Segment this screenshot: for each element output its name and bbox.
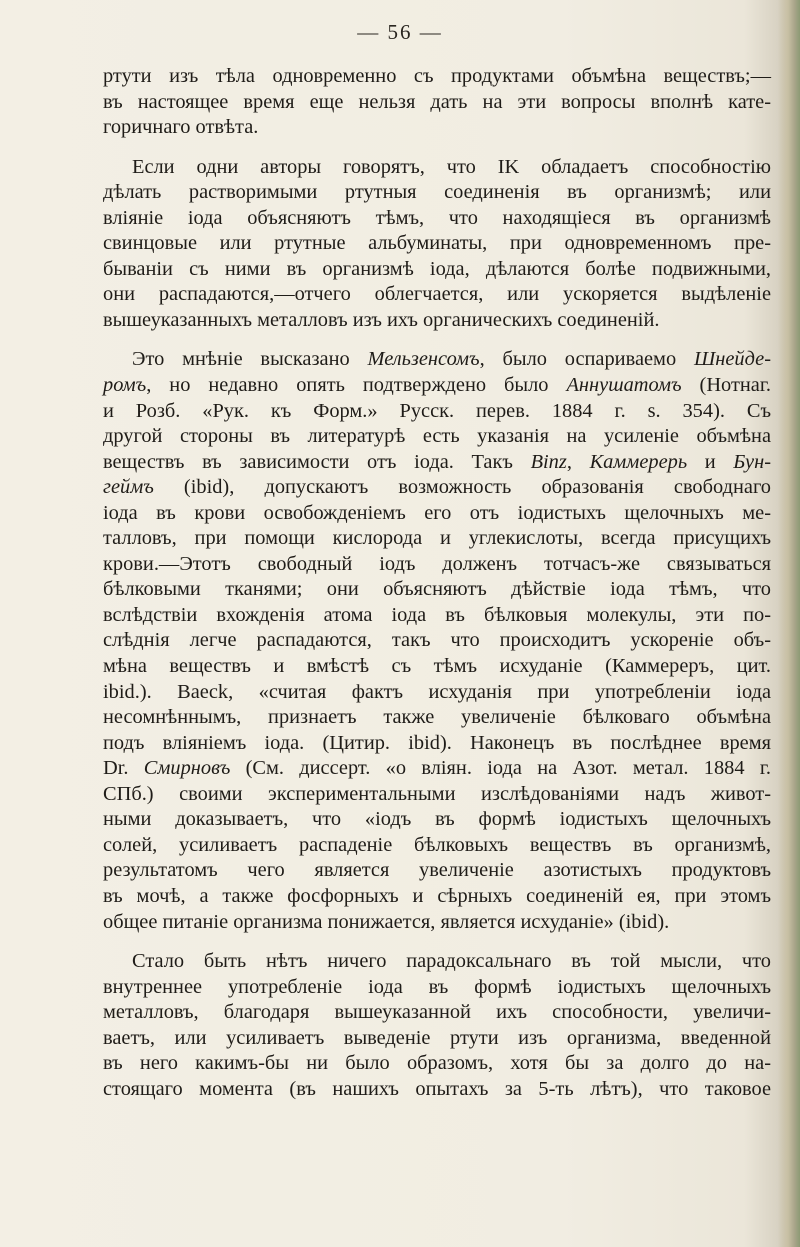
text-line: Если одни авторы говорятъ, что IK обладаетъ способностію — [132, 155, 771, 178]
text-line: дѣлать растворимыми ртутныя соединенія въ организмѣ; или — [103, 181, 771, 204]
italic-name: Binz — [530, 450, 567, 473]
text-line: мѣна веществъ и вмѣстѣ съ тѣмъ исхуданіе (Каммереръ, цит. — [103, 655, 771, 678]
text-line: талловъ, при помощи кислорода и углекислоты, всегда присущихъ — [103, 527, 771, 550]
text-line: свинцовые или ртутные альбуминаты, при одновременномъ пре- — [103, 232, 771, 255]
text-line: іода въ крови освобожденіемъ его отъ іодистыхъ щелочныхъ ме- — [103, 501, 771, 524]
text-line: подъ вліяніемъ іода. (Цитир. ibid). Наконецъ въ послѣднее время — [103, 731, 771, 754]
italic-name: Бун- — [733, 450, 772, 473]
text-run: (Нотнаг. — [681, 374, 771, 397]
body-text — [103, 64, 771, 1102]
text-line: они распадаются,—отчего облегчается, или ускоряется выдѣленіе — [103, 283, 771, 306]
paragraph — [103, 347, 771, 935]
italic-name: Шнейде- — [693, 348, 771, 371]
text-line: вліяніе іода объясняютъ тѣмъ, что находящіеся въ организмѣ — [103, 206, 771, 229]
text-line: въ настоящее время еще нельзя дать на эти вопросы вполнѣ кате- — [103, 90, 771, 113]
text-line — [103, 373, 771, 399]
text-run: (См. диссерт. «о вліян. іода на Азот. метал. 1884 г. — [230, 757, 771, 780]
text-line: и Розб. «Рук. къ Форм.» Русск. перев. 1884 г. s. 354). Съ — [103, 399, 771, 422]
text-line: слѣднія легче распадаются, такъ что происходитъ ускореніе объ- — [103, 629, 771, 652]
text-line: бѣлковыми тканями; они объясняютъ дѣйствіе іода тѣмъ, что — [103, 578, 771, 601]
text-line — [103, 347, 771, 373]
paragraph-gap — [103, 935, 771, 949]
text-line: крови.—Этотъ свободный іодъ долженъ тотчасъ-же связываться — [103, 552, 771, 575]
text-line: горичнаго отвѣта. — [103, 116, 259, 139]
text-line: ртути изъ тѣла одновременно съ продуктами объмѣна веществъ;— — [103, 65, 771, 87]
italic-name: Каммерерь — [589, 450, 688, 473]
text-line: другой стороны въ литературѣ есть указанія на усиленіе объмѣна — [103, 425, 771, 448]
italic-name: геймъ — [103, 476, 154, 499]
page-edge-shadow — [778, 0, 800, 1247]
text-run: Это мнѣніе высказано — [132, 348, 368, 371]
page-number: — 56 — — [357, 20, 443, 44]
text-line — [103, 475, 771, 501]
text-line: внутреннее употребленіе іода въ формѣ іодистыхъ щелочныхъ — [103, 975, 771, 998]
text-line: общее питаніе организма понижается, является исхуданіе» (ibid). — [103, 910, 670, 933]
text-run: , — [566, 450, 590, 473]
text-line — [103, 450, 771, 476]
text-line: несомнѣннымъ, признаетъ также увеличеніе бѣлковаго объмѣна — [103, 706, 771, 729]
text-run: Dr. — [103, 757, 144, 780]
text-line: солей, усиливаетъ распаденіе бѣлковыхъ веществъ въ организмѣ, — [103, 833, 771, 856]
text-line: ibid.). Baeck, «считая фактъ исхуданія при употребленіи іода — [103, 680, 771, 703]
paragraph — [103, 64, 771, 141]
italic-name: Мельзенсомъ — [367, 348, 480, 371]
text-run: веществъ въ зависимости отъ іода. Такъ — [103, 450, 531, 473]
text-line: ными доказываетъ, что «іодъ въ формѣ іодистыхъ щелочныхъ — [103, 808, 771, 831]
text-line: результатомъ чего является увеличеніе азотистыхъ продуктовъ — [103, 859, 771, 882]
italic-name: Аннушатомъ — [566, 374, 682, 397]
text-line: вслѣдствіи вхожденія атома іода въ бѣлковыя молекулы, эти по- — [103, 603, 771, 626]
italic-name: ромъ — [103, 374, 147, 397]
paragraph — [103, 155, 771, 334]
italic-name: Смирновъ — [143, 757, 231, 780]
paragraph-gap — [103, 333, 771, 347]
text-line: Стало быть нѣтъ ничего парадоксальнаго въ той мысли, что — [132, 950, 771, 973]
text-line: въ мочѣ, а также фосфорныхъ и сѣрныхъ соединеній ея, при этомъ — [103, 884, 771, 907]
text-line — [103, 756, 771, 782]
paragraph — [103, 949, 771, 1102]
text-line: стоящаго момента (въ нашихъ опытахъ за 5-ть лѣтъ), что таковое — [103, 1077, 771, 1100]
text-line: въ него какимъ-бы ни было образомъ, хотя бы за долго до на- — [103, 1052, 771, 1075]
text-line: вышеуказанныхъ металловъ изъ ихъ органическихъ соединеній. — [103, 308, 660, 331]
text-run: и — [687, 450, 734, 473]
text-line: СПб.) своими экспериментальными изслѣдованіями надъ живот- — [103, 782, 771, 805]
text-line: металловъ, благодаря вышеуказанной ихъ способности, увеличи- — [103, 1001, 771, 1024]
paragraph-gap — [103, 141, 771, 155]
text-line: быванiи съ ними въ организмѣ іода, дѣлаются болѣе подвижными, — [103, 257, 771, 280]
text-run: , было оспариваемо — [479, 348, 694, 371]
text-run: , но недавно опять подтверждено было — [146, 374, 567, 397]
text-line: ваетъ, или усиливаетъ выведеніе ртути изъ организма, введенной — [103, 1026, 771, 1049]
text-run: (ibid), допускаютъ возможность образованія свободнаго — [153, 476, 771, 499]
